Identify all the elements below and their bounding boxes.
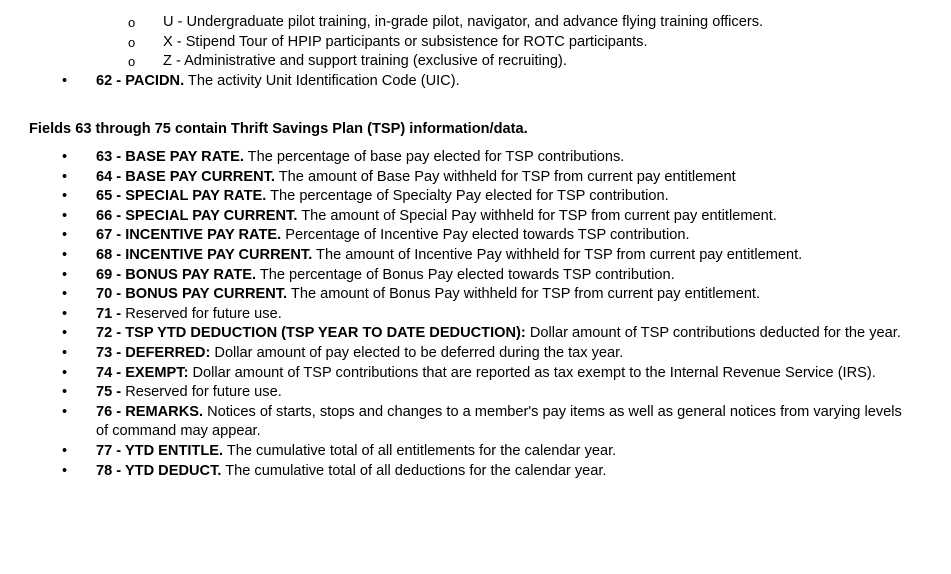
circle-bullet-icon: o — [128, 54, 136, 70]
bullet-icon: • — [62, 305, 68, 322]
list-item — [0, 442, 951, 462]
bullet-icon: • — [62, 384, 68, 401]
list-item — [0, 383, 951, 403]
field-description: Notices of starts, stops and changes to a member's pay items as well as general notices from varying levels of command may appear. — [96, 403, 902, 440]
bullet-icon: • — [62, 325, 68, 342]
field-term: 63 - BASE PAY RATE. — [96, 149, 244, 165]
field-term: 77 - YTD ENTITLE. — [96, 442, 224, 459]
circle-bullet-icon: o — [128, 15, 136, 30]
sublist-item — [0, 33, 951, 53]
field-term: 72 - TSP YTD DEDUCTION (TSP YEAR TO DATE DEDUCTION): — [96, 325, 526, 342]
bullet-icon: • — [62, 149, 68, 165]
field-term: 78 - YTD DEDUCT. — [96, 462, 222, 479]
list-item — [0, 266, 951, 286]
field-description: The percentage of base pay elected for TSP contributions. — [243, 149, 625, 165]
section-heading: Fields 63 through 75 contain Thrift Savings Plan (TSP) information/data. — [29, 121, 528, 137]
field-description: The cumulative total of all deductions for the calendar year. — [221, 462, 607, 479]
bullet-icon: • — [62, 73, 68, 89]
field-term: 64 - BASE PAY CURRENT. — [96, 168, 275, 185]
field-description: Reserved for future use. — [121, 384, 282, 401]
field-term: 76 - REMARKS. — [96, 403, 204, 420]
list-item — [0, 403, 951, 442]
bullet-icon: • — [62, 364, 68, 381]
sublist-item — [0, 13, 951, 33]
field-description: Dollar amount of pay elected to be deferred during the tax year. — [210, 344, 624, 361]
list-item — [0, 344, 951, 364]
field-description: The amount of Bonus Pay withheld for TSP from current pay entitlement. — [287, 286, 761, 303]
sublist-item-text: U - Undergraduate pilot training, in-grade pilot, navigator, and advance flying training officers. — [163, 14, 764, 30]
bullet-icon: • — [62, 168, 68, 185]
field-description: The percentage of Bonus Pay elected towards TSP contribution. — [256, 266, 675, 283]
bullet-icon: • — [62, 207, 68, 224]
field-term: 62 - PACIDN. — [96, 73, 185, 89]
field-description: Dollar amount of TSP contributions that are reported as tax exempt to the Internal Revenue Service (IRS). — [188, 364, 876, 381]
training-code-sublist — [0, 13, 951, 72]
sublist-item-text: Z - Administrative and support training (exclusive of recruiting). — [163, 53, 567, 70]
bullet-icon: • — [62, 266, 68, 283]
list-item — [0, 324, 951, 344]
bullet-icon: • — [62, 462, 68, 479]
field-description: The amount of Incentive Pay withheld for TSP from current pay entitlement. — [312, 246, 803, 263]
field-term: 74 - EXEMPT: — [96, 364, 189, 381]
field-description: The percentage of Specialty Pay elected for TSP contribution. — [266, 188, 669, 205]
field-term: 71 - — [96, 305, 122, 322]
field-description: Percentage of Incentive Pay elected towards TSP contribution. — [281, 227, 690, 244]
bullet-icon: • — [62, 246, 68, 263]
bullet-icon: • — [62, 344, 68, 361]
sublist-item — [0, 52, 951, 72]
field-term: 68 - INCENTIVE PAY CURRENT. — [96, 246, 313, 263]
list-item — [0, 305, 951, 325]
list-item — [0, 285, 951, 305]
list-item — [0, 462, 951, 482]
list-item — [0, 168, 951, 188]
field-term: 73 - DEFERRED: — [96, 344, 211, 361]
list-item — [0, 246, 951, 266]
field-description: The activity Unit Identification Code (UIC). — [184, 73, 460, 89]
field-description: Reserved for future use. — [121, 305, 282, 322]
field-term: 70 - BONUS PAY CURRENT. — [96, 286, 288, 303]
field-term: 66 - SPECIAL PAY CURRENT. — [96, 207, 298, 224]
field-term: 69 - BONUS PAY RATE. — [96, 266, 257, 283]
bullet-icon: • — [62, 227, 68, 244]
list-item — [0, 148, 951, 168]
bullet-icon: • — [62, 442, 68, 459]
bullet-icon: • — [62, 188, 68, 205]
list-item — [0, 207, 951, 227]
field-description: The amount of Special Pay withheld for TSP from current pay entitlement. — [297, 207, 777, 224]
field-term: 65 - SPECIAL PAY RATE. — [96, 188, 267, 205]
circle-bullet-icon: o — [128, 34, 136, 50]
bullet-icon: • — [62, 403, 68, 420]
list-item — [0, 187, 951, 207]
list-item — [0, 72, 951, 92]
bullet-icon: • — [62, 286, 68, 303]
field-term: 75 - — [96, 384, 122, 401]
field-list-top — [0, 72, 951, 92]
field-description: Dollar amount of TSP contributions deducted for the year. — [525, 325, 901, 342]
field-description: The cumulative total of all entitlements for the calendar year. — [223, 442, 617, 459]
tsp-field-list — [0, 148, 951, 481]
sublist-item-text: X - Stipend Tour of HPIP participants or subsistence for ROTC participants. — [163, 33, 648, 50]
list-item — [0, 364, 951, 384]
list-item — [0, 226, 951, 246]
field-term: 67 - INCENTIVE PAY RATE. — [96, 227, 282, 244]
field-description: The amount of Base Pay withheld for TSP from current pay entitlement — [274, 168, 736, 185]
